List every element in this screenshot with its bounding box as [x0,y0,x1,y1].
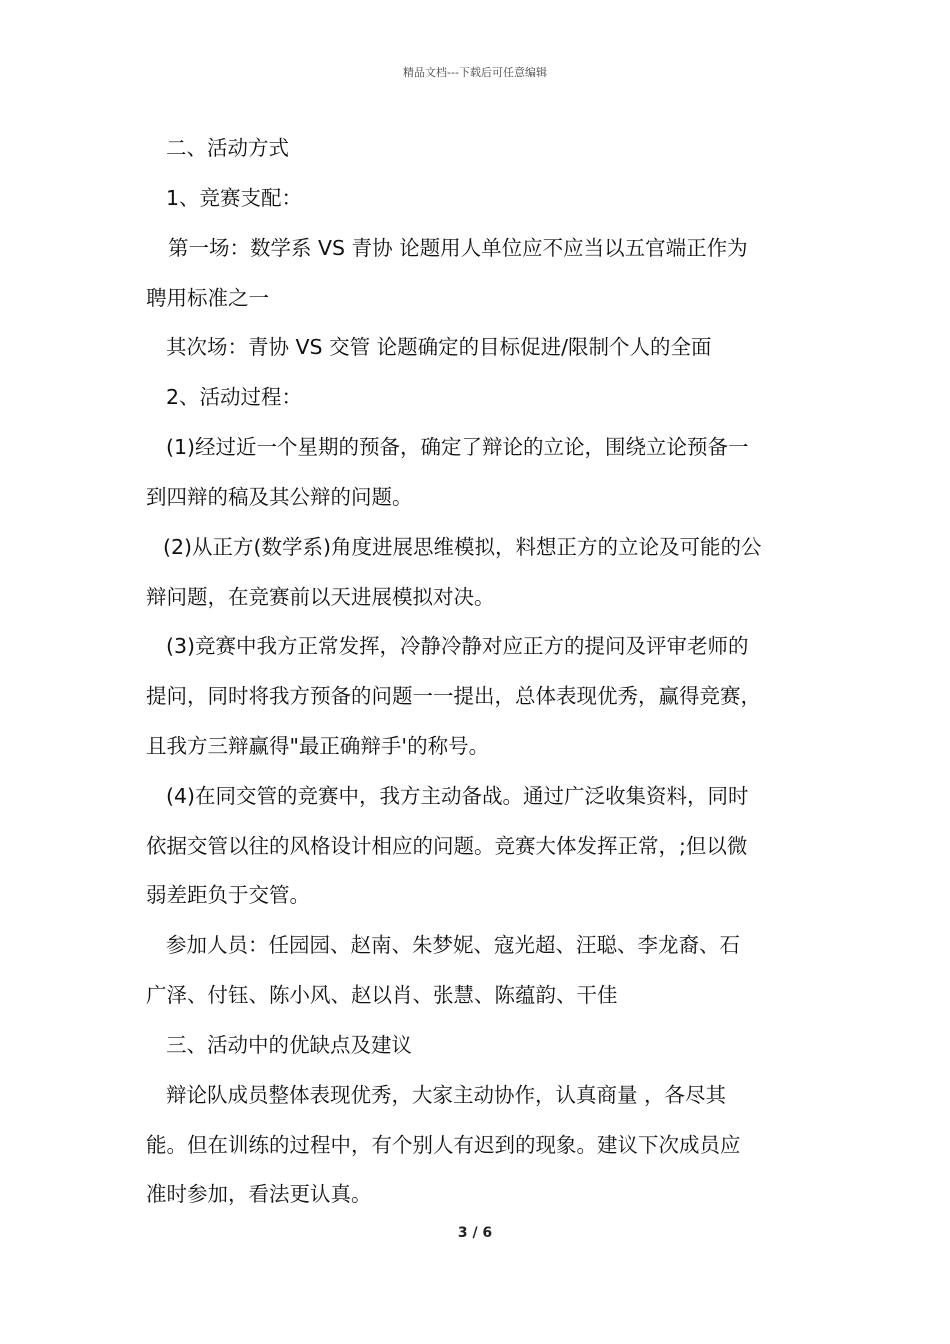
page-header: 精品文档---下载后可任意编辑 [403,66,547,79]
paragraph-line: (2)从正方(数学系)角度进展思维模拟，料想正方的立论及可能的公 [163,535,762,559]
paragraph-line: 弱差距负于交管。 [146,883,310,907]
paragraph-line: 提问，同时将我方预备的问题一一提出，总体表现优秀，赢得竞赛， [146,684,761,708]
subheading-activity-process: 2、活动过程： [166,385,303,409]
paragraph-line: (3)竞赛中我方正常发挥，冷静冷静对应正方的提问及评审老师的 [166,634,749,658]
paragraph-line: 到四辩的稿及其公辩的问题。 [146,485,413,509]
paragraph-line: (4)在同交管的竞赛中，我方主动备战。通过广泛收集资料，同时 [166,784,749,808]
paragraph-line: 第一场：数学系 VS 青协 论题用人单位应不应当以五官端正作为 [168,236,748,260]
paragraph-line: 准时参加，看法更认真。 [146,1182,372,1206]
participants-line: 参加人员：任园园、赵南、朱梦妮、寇光超、汪聪、李龙裔、石 [166,933,740,957]
paragraph-line: 且我方三辩赢得"最正确辩手'的称号。 [146,734,490,758]
participants-line: 广泽、付钰、陈小风、赵以肖、张慧、陈蕴韵、干佳 [146,983,618,1007]
subheading-competition-arrangement: 1、竞赛支配： [166,186,303,210]
paragraph-line: 依据交管以往的风格设计相应的问题。竞赛大体发挥正常，;但以微 [146,834,748,858]
paragraph-line: 辩问题，在竞赛前以天进展模拟对决。 [146,585,495,609]
paragraph-line: 聘用标准之一 [146,286,269,310]
paragraph-line: 其次场：青协 VS 交管 论题确定的目标促进/限制个人的全面 [166,335,712,359]
section-heading-activity-method: 二、活动方式 [166,136,289,160]
paragraph-line: 辩论队成员整体表现优秀，大家主动协作，认真商量 ，各尽其 [166,1083,727,1107]
page-number: 3 / 6 [457,1225,493,1241]
paragraph-line: 能。但在训练的过程中，有个别人有迟到的现象。建议下次成员应 [146,1133,741,1157]
paragraph-line: (1)经过近一个星期的预备，确定了辩论的立论，围绕立论预备一 [166,435,749,459]
section-heading-pros-cons: 三、活动中的优缺点及建议 [166,1033,412,1057]
